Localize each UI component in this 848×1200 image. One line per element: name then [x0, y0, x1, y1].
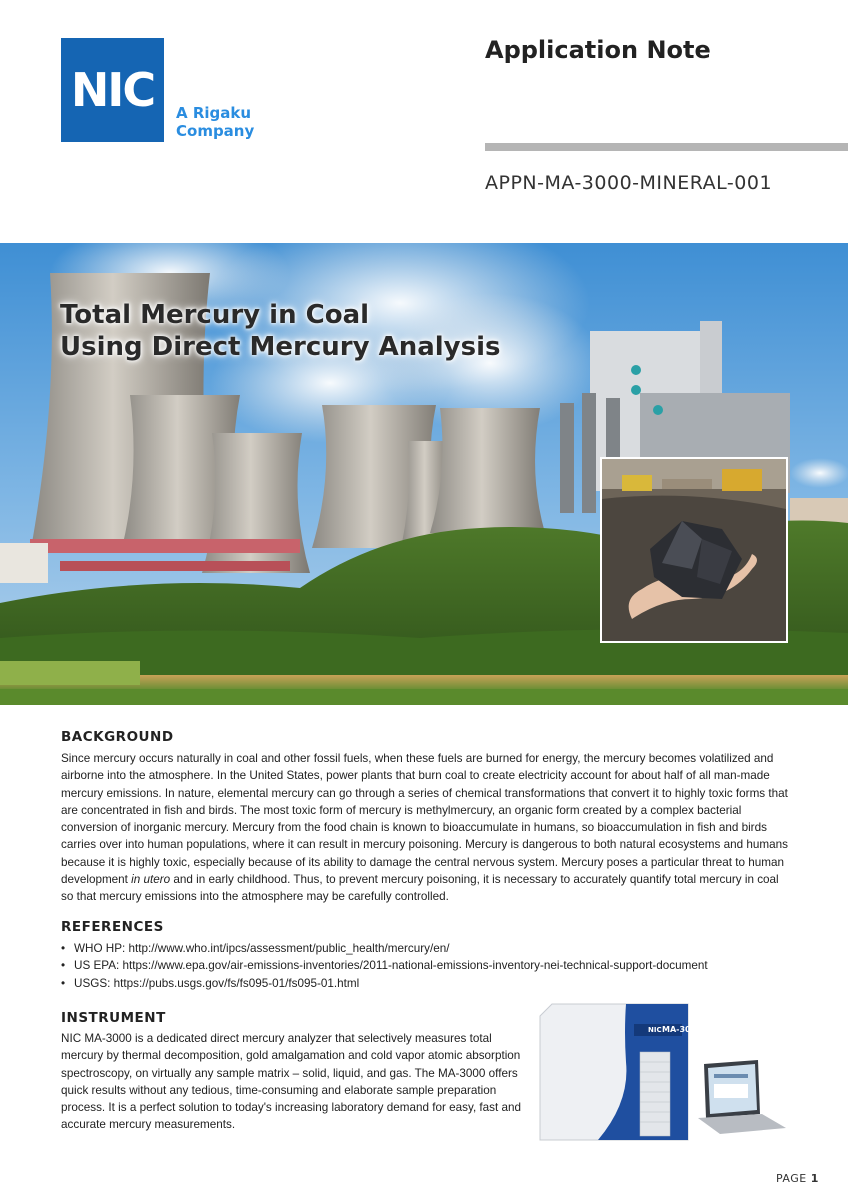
hero-title: [60, 299, 501, 363]
logo-tagline-line2: Company: [176, 122, 255, 140]
references-list: [61, 940, 708, 992]
instrument-heading: INSTRUMENT: [61, 1010, 166, 1026]
reference-item: • WHO HP: http://www.who.int/ipcs/assessment/public_health/mercury/en/: [61, 940, 708, 957]
hero-banner: [0, 243, 848, 705]
page-word: PAGE: [776, 1172, 807, 1185]
instrument-paragraph: NIC MA-3000 is a dedicated direct mercury analyzer that selectively measures total mercury by thermal decomposition, gold amalgamation and cold vapor atomic absorption spectroscopy, on virtually any sample matrix – solid, liquid, and gas. The MA-3000 offers quick results without any tedious, time-consuming and elaborate sample preparation process. It is a perfect solution to today's increasing laboratory demand for easy, fast and accurate mercury measurements.: [61, 1032, 522, 1132]
logo-tagline: [176, 104, 296, 140]
references-heading: REFERENCES: [61, 919, 164, 935]
hero-title-line1: Total Mercury in Coal: [60, 300, 370, 330]
analyzer-model-label: MA-3000: [662, 1025, 702, 1034]
background-text-emphasis: in utero: [131, 873, 171, 887]
document-code: APPN-MA-3000-MINERAL-001: [485, 172, 773, 194]
hero-title-line2: Using Direct Mercury Analysis: [60, 332, 501, 362]
ma-3000-analyzer-image: [538, 1002, 788, 1142]
page-number-value: 1: [810, 1172, 819, 1185]
background-text-part1: Since mercury occurs naturally in coal and other fossil fuels, when these fuels are burned for energy, the mercury becomes volatilized and airborne into the atmosphere. In the United States, power plants that burn coal to create electricity account for about half of all man-made mercury emissions. In nature, elemental mercury can go through a series of chemical transformations that convert it to highly toxic forms that are concentrated in fish and birds. The most toxic form of mercury is methylmercury, an organic form created by a complex bacterial conversion of inorganic mercury. Mercury from the food chain is known to bioaccumulate in humans, so bioaccumulation in fish and birds carries over into human populations, where it can result in mercury poisoning. Mercury is dangerous to both natural ecosystems and humans because it is highly toxic, especially because of its ability to damage the central nervous system. Mercury poses a particular threat to human development: [61, 752, 788, 887]
logo-text: NIC: [70, 63, 155, 117]
document-type: Application Note: [485, 36, 711, 64]
coal-sample-photo: [600, 457, 788, 643]
page-number: [776, 1172, 819, 1185]
logo-tagline-line1: A Rigaku: [176, 104, 252, 122]
reference-item: • USGS: https://pubs.usgs.gov/fs/fs095-01/fs095-01.html: [61, 975, 708, 992]
reference-item: • US EPA: https://www.epa.gov/air-emissions-inventories/2011-national-emissions-inventory-nei-technical-support-document: [61, 957, 708, 974]
header-rule: [485, 143, 848, 151]
background-heading: BACKGROUND: [61, 729, 174, 745]
analyzer-brand: NIC: [648, 1026, 662, 1034]
nic-logo: [61, 38, 164, 142]
background-text-part2: and in early childhood. Thus, to prevent mercury poisoning, it is necessary to accurately quantify total mercury in coal so that mercury emissions into the atmosphere may be carefully controlled.: [61, 873, 779, 904]
background-paragraph: [61, 750, 791, 906]
